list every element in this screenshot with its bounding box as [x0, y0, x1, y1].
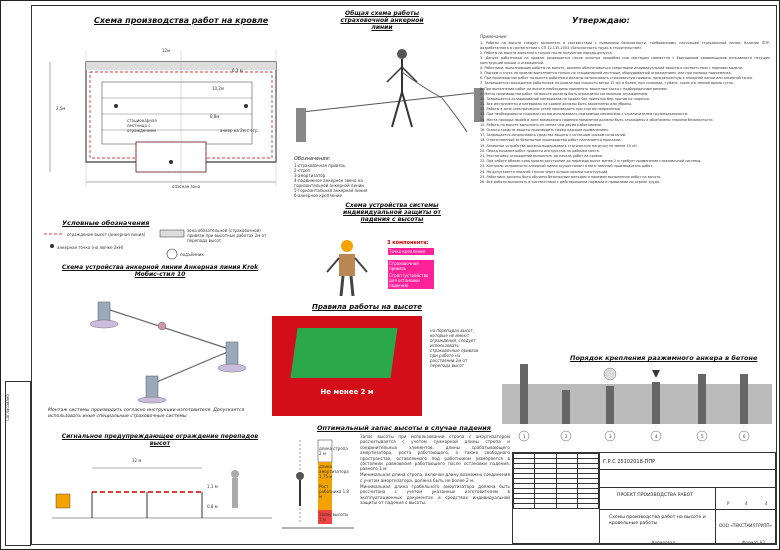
note: 16. Осмотр средств защиты производить перед каждым применением.: [480, 128, 609, 132]
roof-dim-3: 10,2м: [212, 86, 224, 91]
notes-list: [480, 41, 770, 347]
krok-illustration: [82, 284, 252, 404]
component-3: Строп (устройство для остановки падения): [388, 272, 434, 289]
stamp-company: ООО «ТЕКСТАИЛГРУПП»: [719, 523, 773, 528]
roof-scheme-title: Схема производства работ на кровле: [94, 16, 269, 25]
anchor-legend-1: 1-страховочная привязь: [294, 163, 346, 168]
legend-item-3: зона обязательной (страховочной) привязи при высотных работах 2м от перепада высот: [187, 228, 267, 243]
note: 20. Перед началом работ провести инструктаж на рабочем месте.: [480, 148, 600, 153]
stamp-line: [715, 487, 716, 545]
signal-fence-title: Сигнальное предупреждающее ограждение перепадов высот: [61, 433, 259, 447]
roof-label-zone: опасная зона: [172, 184, 201, 189]
fall-text-2: Минимальная длина стропа, включая длину возможно соединения с учетом амортизатора, должна быть не более 2 м.: [360, 472, 510, 483]
copied-label: Копировал: [652, 540, 675, 545]
stamp-sheet: 4: [745, 501, 748, 506]
roof-label-anchor: анкер на 2м с огр.: [220, 128, 259, 133]
approve-title: Утверждаю:: [572, 16, 630, 25]
anchor-step-1: 1: [523, 434, 526, 439]
note: 4. Работники, выполняющие работы на высоте, должны обеспечиваться средствами индивидуальной защиты в соответствии с нормами выдачи.: [480, 65, 744, 70]
height-rules-warning: на перепадах высот, которые не имеют ограждения, следует использовать страховочные привязи при работе на расстоянии 2м от перепада высот: [430, 328, 479, 368]
note: 7. Запрещается нахождение работников на кровле при скорости ветра 15 м/с и более, при гололеде, тумане, грозе и в темное время суток.: [480, 81, 735, 86]
stamp-stage: Р: [727, 501, 730, 506]
note: 13. При необходимости подъема грузов использовать подъемные механизмы с ограничителем грузоподъемности.: [480, 112, 689, 117]
anchor-step-4: 4: [655, 434, 658, 439]
stamp-sheet-name: Схемы производства работ на высоте и кровельные работы: [609, 515, 706, 526]
note: 15. Работы на высоте выполнять не менее чем двумя работниками.: [480, 122, 603, 127]
drawing-frame: [31, 5, 777, 545]
krok-title: Схема устройства анкерной линии Анкерная линия Krok Мобис-стил 10: [61, 264, 259, 278]
stamp-project: ПРОЕКТ ПРОИЗВОДСТВА РАБОТ: [617, 493, 694, 498]
roof-dim-1: 12м: [162, 48, 171, 53]
fall-label-4: Запас высоты 1 м: [319, 512, 349, 522]
individual-protection-figure: [317, 238, 377, 298]
legend-title: Условные обозначения: [62, 219, 150, 227]
legend-item-2: анкерная точка (на лючке 2кН): [57, 245, 124, 250]
stamp-line: [599, 509, 777, 510]
krok-note: Монтаж системы производить согласно инструкции-изготовителя. Допускается использовать иные специальные страховочные системы: [48, 408, 245, 419]
anchor-line-title: Общая схема работы страховочной анкерной линии: [340, 10, 424, 31]
signal-label-3: 0,8 м: [207, 504, 218, 509]
roof-label-stairs: стационарная лестница с ограждением: [127, 118, 157, 133]
format-label: Формат А3: [742, 540, 765, 545]
note: 5. Подъем и спуск на кровлю выполняется только по стационарной лестнице, оборудованной ограждением, или при помощи подъемника.: [480, 70, 732, 75]
fall-text: [360, 434, 510, 506]
anchor-legend-6: 6-анкерное крепление: [294, 193, 342, 198]
stamp-line: [599, 487, 777, 488]
note: 11. Все инструменты и материалы на кровле должны быть закреплены или убраны.: [480, 102, 633, 107]
component-2: Страховочная привязь: [388, 260, 434, 272]
roof-platform: [290, 328, 397, 378]
note: 25. Работники должны быть обучены безопасным методам и приемам выполнения работ на высоте.: [480, 174, 662, 179]
note: 6. При производстве работ на высоте работники должны использовать страховочную привязь, прикрепленную к анкерной линии или анкерной точке.: [480, 76, 754, 81]
title-block: [512, 452, 776, 544]
roof-dim-2: 6,3 м: [232, 68, 243, 73]
fall-text-1: Запас высоты при использовании стропа с амортизатором рассчитывается с учетом суммарной длины стропа и соединительных элементов, длины срабатывающего амортизатора, роста работающего, а также свободного пространства, оставляемого под работником (измеряется в состоянии равновесия работающего после остановки падения, равного 1 м.: [360, 434, 510, 472]
signal-label-1: 12 м: [132, 458, 142, 463]
anchor-legend-title: Обозначения:: [294, 156, 331, 162]
anchor-legend-2: 2-строп: [294, 168, 311, 173]
roof-dim-5: 2,5м: [56, 106, 66, 111]
note: 14. Места прохода людей в зоне возможного падения предметов должны быть ограждены и обозначены знаками безопасности.: [480, 117, 714, 122]
note: 24. Не допускается перегиб стропа через острые кромки конструкций.: [480, 169, 609, 174]
legend-item-4: подъёмник: [180, 252, 204, 257]
stamp-sheets: 4: [765, 501, 768, 506]
fall-label-2: длина амортизатора 1,75 м: [319, 464, 349, 479]
note: 8. При выполнении работ на высоте необходимо применять защитные каски с подбородочным ремнем.: [480, 86, 668, 91]
stamp-table: [513, 453, 599, 509]
note: 18. Ответственный за безопасное производство работ назначается приказом.: [480, 138, 622, 143]
note: 9. Места производства работ на высоте должны быть ограждены сигнальным ограждением.: [480, 91, 649, 96]
expansion-anchor-title: Порядок крепления разжимного анкера в бетоне: [570, 354, 758, 362]
stamp-code: Г.Р.С 25102018-ППР: [603, 459, 656, 465]
fall-text-3: Минимальная длина грабельного амортизатора должна быть рассчитана с учетом указанных изготовителем в эксплуатационных документах и средствах индивидуальной защиты от падения с высоты.: [360, 483, 510, 506]
approved-label: Согласовано: [5, 394, 10, 421]
note: 22. При работе вблизи края кровли расстояние до перепада высот менее 2 м требует применения страховочной системы.: [480, 159, 702, 164]
note: 19. Анкерные устройства должны выдерживать статическую нагрузку не менее 10 кН.: [480, 143, 638, 148]
anchor-line-illustration: [292, 32, 492, 152]
note: 26. Все работы выполнять в соответствии с действующими нормами и правилами по охране труда.: [480, 179, 660, 184]
height-rules-graphic: [272, 316, 422, 416]
note: 1. Работы на высоте следует выполнять в соответствии с правилами безопасности, требованиями, настоящей страховочной линии, Наличие ППР, разработанного в соответствии с СП 12-135-2003 «Безопасность труда в строительстве».: [480, 41, 770, 50]
signal-label-2: 1,1 м: [207, 484, 218, 489]
roof-plan: [46, 42, 284, 192]
note: 21. Расстановку ограждений выполнять до начала работ на кровле.: [480, 153, 604, 158]
note: 10. Запрещается складирование материалов на кровле без принятия мер против их падения.: [480, 96, 650, 101]
anchor-legend-4: 4-подвижное анкерное звено на горизонтальной анкерной линии: [294, 178, 364, 188]
expansion-anchor-steps: [502, 364, 772, 446]
height-rules-title: Правила работы на высоте: [312, 303, 422, 311]
components-title: 3 компонента:: [387, 240, 429, 246]
anchor-step-2: 2: [565, 434, 568, 439]
note: 2. Работы на высоте выполнять только после получения наряда-допуска.: [480, 50, 613, 55]
signal-fence-drawing: [52, 458, 272, 524]
anchor-step-3: 3: [609, 434, 612, 439]
anchor-step-6: 6: [743, 434, 746, 439]
stamp-line: [599, 469, 777, 470]
fall-label-1: длина стропа 2 м: [319, 446, 348, 456]
component-1: Точка крепления: [388, 248, 434, 255]
roof-dim-4: 8,8м: [210, 114, 220, 119]
note: 12. Работы в зоне электрических сетей производить при снятом напряжении.: [480, 107, 622, 112]
anchor-legend-3: 3-амортизатор: [294, 173, 326, 178]
notes-title: Примечание:: [480, 34, 508, 39]
note: 3. Допуск работников на кровлю разрешается после осмотра прорабом или мастером совместно с бригадиром кровельщиков исправности несущих конструкций крыши и ограждений.: [480, 55, 770, 65]
fall-label-3: Рост работника 1,8 м: [319, 484, 349, 499]
fall-margin-title: Оптимальный запас высоты в случае падения: [317, 424, 491, 432]
height-badge: Не менее 2 м: [320, 388, 374, 396]
stamp-line: [599, 453, 600, 545]
legend-item-1: ограждение высот (анкерная линия): [67, 232, 146, 237]
anchor-legend-5: 5-горизонтальная анкерная линия: [294, 188, 368, 193]
note: 17. Запрещается использовать средства защиты с истекшим сроком испытаний.: [480, 133, 627, 138]
individual-protection-title: Схема устройства системы индивидуальной защиты от падения с высоты: [343, 202, 441, 223]
anchor-step-5: 5: [701, 434, 704, 439]
note: 23. Контроль исправности анкерной линии осуществляет ответственный производитель работ.: [480, 164, 654, 169]
